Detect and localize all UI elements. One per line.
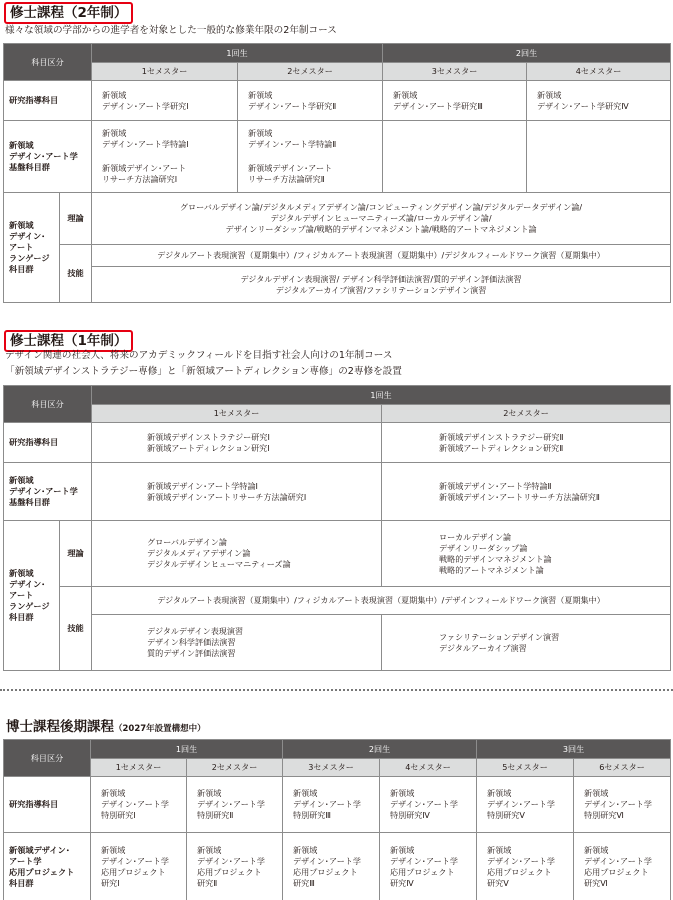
- header-year: 1回生: [92, 44, 383, 63]
- row-label-language: 新領域 デザイン･ アート ランゲージ 科目群: [4, 193, 60, 303]
- empty-cell: [527, 121, 671, 193]
- course-cell: 新領域 デザイン･アート学 応用プロジェクト 研究Ⅳ: [380, 833, 477, 900]
- course-cell: 新領域 デザイン･アート学研究Ⅰ: [92, 81, 238, 121]
- row-label-research: 研究指導科目: [4, 423, 92, 463]
- header-year: 3回生: [477, 740, 671, 759]
- course-cell-skill: デジタルデザイン表現演習 デザイン科学評価法演習 質的デザイン評価法演習: [92, 615, 382, 671]
- course-cell-skill: デジタルデザイン表現演習/ デザイン科学評価法演習/質的デザイン評価法演習 デジタルアーカイブ演習/ファシリテーションデザイン演習: [92, 267, 671, 303]
- row-label-language: 新領域 デザイン･ アート ランゲージ 科目群: [4, 521, 60, 671]
- header-semester: 4セメスター: [380, 759, 477, 777]
- header-year: 2回生: [383, 44, 671, 63]
- header-semester: 3セメスター: [383, 63, 527, 81]
- course-cell: 新領域デザイン･アート学特論Ⅰ 新領域デザイン･アートリサーチ方法論研究Ⅰ: [92, 463, 382, 521]
- course-cell-skill: デジタルアート表現演習（夏期集中）/フィジカルアート表現演習（夏期集中）/デジタルフィールドワーク演習（夏期集中）: [92, 245, 671, 267]
- row-label-research: 研究指導科目: [4, 777, 91, 833]
- row-label-theory: 理論: [60, 193, 92, 245]
- course-cell: 新領域デザイン･アート リサーチ方法論研究Ⅱ: [238, 157, 383, 193]
- course-cell: 新領域 デザイン･アート学特論Ⅰ: [92, 121, 238, 157]
- header-category: 科目区分: [4, 386, 92, 423]
- curriculum-table-doctor: [3, 739, 671, 900]
- course-cell: 新領域 デザイン･アート学 応用プロジェクト 研究Ⅵ: [574, 833, 671, 900]
- section-divider: [0, 689, 673, 691]
- course-cell: 新領域 デザイン･アート学研究Ⅱ: [238, 81, 383, 121]
- course-cell-theory: グローバルデザイン論/デジタルメディアデザイン論/コンピューティングデザイン論/デジタルデータデザイン論/ デジタルデザインヒューマニティーズ論/ローカルデザイン論/ デザインリーダシップ論/戦略的デザインマネジメント論/戦略的アートマネジメント論: [92, 193, 671, 245]
- course-cell: 新領域 デザイン･アート学 特別研究Ⅵ: [574, 777, 671, 833]
- section-note: （2027年設置構想中）: [114, 724, 206, 734]
- row-label-research: 研究指導科目: [4, 81, 92, 121]
- row-label-basic: 新領域 デザイン･アート学 基盤科目群: [4, 121, 92, 193]
- header-semester: 6セメスター: [574, 759, 671, 777]
- course-cell: 新領域 デザイン･アート学研究Ⅲ: [383, 81, 527, 121]
- header-semester: 1セメスター: [91, 759, 187, 777]
- header-semester: 3セメスター: [283, 759, 380, 777]
- section-title-master-1year: 修士課程（1年制）: [4, 330, 133, 352]
- curriculum-table-master-1year: [3, 385, 671, 671]
- header-semester: 1セメスター: [92, 405, 382, 423]
- course-cell: 新領域 デザイン･アート学研究Ⅳ: [527, 81, 671, 121]
- course-cell: 新領域 デザイン･アート学 特別研究Ⅱ: [187, 777, 283, 833]
- row-label-skill: 技能: [60, 245, 92, 303]
- course-cell: 新領域デザイン･アート リサーチ方法論研究Ⅰ: [92, 157, 238, 193]
- course-cell: 新領域 デザイン･アート学 応用プロジェクト 研究Ⅰ: [91, 833, 187, 900]
- section-desc-master-1year: デザイン関連の社会人、将来のアカデミックフィールドを目指す社会人向けの1年制コース: [5, 350, 393, 361]
- header-semester: 4セメスター: [527, 63, 671, 81]
- row-label-applied: 新領域デザイン･ アート学 応用プロジェクト 科目群: [4, 833, 91, 900]
- header-category: 科目区分: [4, 44, 92, 81]
- course-cell-skill: デジタルアート表現演習（夏期集中）/フィジカルアート表現演習（夏期集中）/デザインフィールドワーク演習（夏期集中）: [92, 587, 671, 615]
- course-cell: 新領域デザインストラテジー研究Ⅱ 新領域アートディレクション研究Ⅱ: [382, 423, 671, 463]
- empty-cell: [383, 121, 527, 193]
- course-cell-skill: ファシリテーションデザイン演習 デジタルアーカイブ演習: [382, 615, 671, 671]
- row-label-skill: 技能: [60, 587, 92, 671]
- row-label-theory: 理論: [60, 521, 92, 587]
- header-semester: 1セメスター: [92, 63, 238, 81]
- course-cell: 新領域デザイン･アート学特論Ⅱ 新領域デザイン･アートリサーチ方法論研究Ⅱ: [382, 463, 671, 521]
- header-semester: 5セメスター: [477, 759, 574, 777]
- course-cell: 新領域 デザイン･アート学 応用プロジェクト 研究Ⅲ: [283, 833, 380, 900]
- section-desc-master-1year: 「新領域デザインストラテジー専修」と「新領域アートディレクション専修」の2専修を設置: [5, 366, 402, 377]
- section-title-master-2year: 修士課程（2年制）: [4, 2, 133, 24]
- course-cell: 新領域 デザイン･アート学 特別研究Ⅲ: [283, 777, 380, 833]
- course-cell: 新領域 デザイン･アート学 特別研究Ⅰ: [91, 777, 187, 833]
- section-title-doctor: 博士課程後期課程（2027年設置構想中）: [6, 719, 206, 735]
- course-cell: 新領域 デザイン･アート学 応用プロジェクト 研究Ⅴ: [477, 833, 574, 900]
- header-semester: 2セメスター: [382, 405, 671, 423]
- course-cell: 新領域 デザイン･アート学 特別研究Ⅳ: [380, 777, 477, 833]
- header-year: 2回生: [283, 740, 477, 759]
- header-category: 科目区分: [4, 740, 91, 777]
- header-semester: 2セメスター: [187, 759, 283, 777]
- course-cell: 新領域 デザイン･アート学 特別研究Ⅴ: [477, 777, 574, 833]
- row-label-basic: 新領域 デザイン･アート学 基盤科目群: [4, 463, 92, 521]
- course-cell-theory: グローバルデザイン論 デジタルメディアデザイン論 デジタルデザインヒューマニティーズ論: [92, 521, 382, 587]
- section-desc-master-2year: 様々な領域の学部からの進学者を対象とした一般的な修業年限の2年制コース: [5, 25, 337, 36]
- header-year: 1回生: [92, 386, 671, 405]
- curriculum-table-master-2year: [3, 43, 671, 303]
- course-cell: 新領域 デザイン･アート学 応用プロジェクト 研究Ⅱ: [187, 833, 283, 900]
- course-cell: 新領域 デザイン･アート学特論Ⅱ: [238, 121, 383, 157]
- header-semester: 2セメスター: [238, 63, 383, 81]
- course-cell: 新領域デザインストラテジー研究Ⅰ 新領域アートディレクション研究Ⅰ: [92, 423, 382, 463]
- course-cell-theory: ローカルデザイン論 デザインリーダシップ論 戦略的デザインマネジメント論 戦略的アートマネジメント論: [382, 521, 671, 587]
- header-year: 1回生: [91, 740, 283, 759]
